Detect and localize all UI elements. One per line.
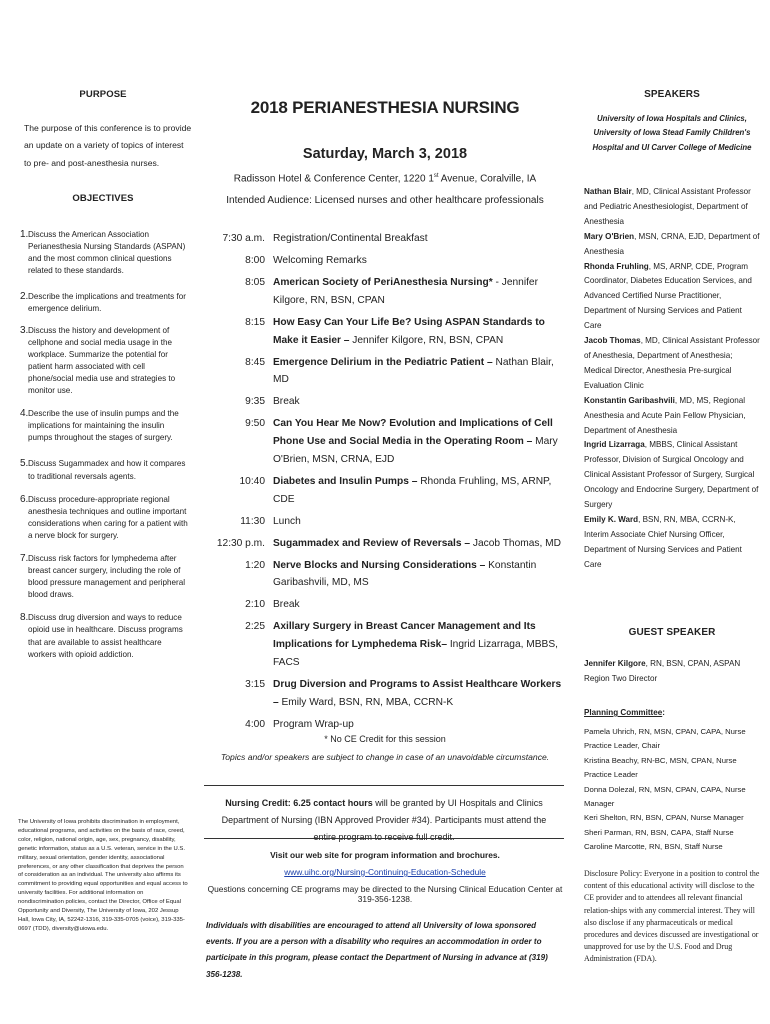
objective-text: Discuss drug diversion and ways to reduce opioid use in healthcare. Discuss programs that are available to assist healthcare workers with opioid addiction. [28, 613, 183, 659]
speaker-name: Emily K. Ward [584, 514, 639, 524]
session-presenter: Konstantin Garibashvili, MD, MS [273, 559, 537, 589]
speaker-details: , MD, Clinical Assistant Professor of Anesthesia, Department of Anesthesia; Medical Director, Anesthesia Pre-surgical Evaluation Clinic [584, 336, 760, 390]
schedule-time: 8:15 [245, 316, 265, 328]
guest-speaker-heading: GUEST SPEAKER [628, 627, 716, 638]
questions-text: Questions concerning CE programs may be directed to the Nursing Clinical Education Center at 319-356-1238. [207, 884, 563, 904]
speaker-details: , MS, ARNP, CDE, Program Coordinator, Diabetes Education Services, and Advanced Certified Nurse Practitioner, Department of Nursing Services and Patient Care [584, 261, 752, 331]
schedule-row [200, 596, 566, 614]
session-presenter: Registration/Continental Breakfast [273, 233, 428, 244]
disability-statement: Individuals with disabilities are encouraged to attend all University of Iowa sponsored events. If you are a person with a disability who requires an accommodation in order to participate in this program, please contact the Department of Nursing in advance at (319) 356-1238. [206, 921, 548, 979]
purpose-text: The purpose of this conference is to provide an update on a variety of topics of interest to pre- and post-anesthesia nurses. [24, 123, 192, 168]
schedule-description [273, 230, 566, 248]
session-title: American Society of PeriAnesthesia Nursing* [273, 276, 493, 288]
session-presenter: - Jennifer Kilgore, RN, BSN, CPAN [273, 276, 538, 306]
institution: University of Iowa Hospitals and Clinics, University of Iowa Stead Family Children's Hospital and UI Carver College of Medicine [592, 114, 752, 152]
schedule-description [273, 415, 566, 468]
objective-number: 3. [20, 324, 29, 336]
objective-number: 4. [20, 408, 29, 420]
speaker-details: , MSN, CRNA, EJD, Department of Anesthesia [584, 231, 760, 256]
speaker-details: , MD, MS, Regional Anesthesia and Acute Pain Fellow Physician, Department of Anesthesia [584, 395, 746, 435]
schedule-row [200, 354, 566, 390]
session-presenter: Break [273, 599, 300, 611]
credit-hours: Nursing Credit: 6.25 contact hours [225, 798, 373, 808]
schedule-description [273, 676, 566, 712]
event-date: Saturday, March 3, 2018 [302, 146, 468, 162]
speaker-entry [584, 394, 760, 439]
objective-item [20, 494, 188, 542]
session-title: Can You Hear Me Now? Evolution and Implications of Cell Phone Use and Social Media in the Operating Room – [273, 418, 553, 448]
no-ce-note: * No CE Credit for this session [324, 734, 446, 744]
change-note: Topics and/or speakers are subject to change in case of an unavoidable circumstance. [220, 752, 550, 762]
schedule-row [200, 716, 566, 734]
speaker-details: , MD, Clinical Assistant Professor and Pediatric Anesthesiologist, Department of Anesthesia [584, 187, 751, 226]
schedule-description [273, 618, 566, 671]
schedule-description [273, 535, 566, 553]
schedule-description [273, 354, 566, 390]
objective-item [20, 553, 188, 601]
objective-number: 8. [20, 612, 29, 624]
schedule-list [200, 230, 566, 738]
session-presenter: Lunch [273, 515, 301, 527]
venue-superscript: st [433, 173, 439, 179]
objective-text: Discuss procedure-appropriate regional anesthesia techniques and outline important considerations when caring for a patient with a nerve block for surgery. [28, 494, 188, 540]
session-title: How Easy Can Your Life Be? Using ASPAN Standards to Make it Easier – [273, 316, 545, 346]
divider [204, 785, 564, 786]
venue-text-end: Avenue, Coralville, IA [438, 173, 537, 185]
objective-item [20, 229, 188, 277]
schedule-description [273, 596, 566, 614]
session-title: Drug Diversion and Programs to Assist Healthcare Workers – [273, 678, 562, 708]
schedule-time: 12:30 p.m. [216, 537, 265, 549]
objective-text: Describe the implications and treatments for emergence delirium. [28, 292, 186, 314]
speaker-name: Konstantin Garibashvili [584, 395, 675, 405]
session-title: Sugammadex and Review of Reversals – [273, 537, 471, 549]
speaker-name: Nathan Blair [584, 187, 632, 196]
speaker-name: Rhonda Fruhling [584, 261, 649, 271]
objective-text: Describe the use of insulin pumps and the implications for maintaining the insulin pumps throughout the stages of surgery. [28, 409, 179, 443]
nondiscrimination-statement: The University of Iowa prohibits discrimination in employment, educational programs, and activities on the basis of race, creed, color, religion, national origin, age, sex, pregnancy, disability, genetic information, status as a U.S. veteran, service in the U.S. military, sexual orientation, gender identity, associational preferences, or any other classification that deprives the person of consideration as an individual. The university also affirms its commitment to providing equal opportunities and equal access to university facilities. For additional information on nondiscrimination policies, contact the Director, Office of Equal Opportunity and Diversity, The University of Iowa, 202 Jessup Hall, Iowa City, IA, 52242-1316, 319-335-0705 (voice), 319-335-0697 (TDD), diversity@uiowa.edu. [18, 819, 188, 932]
schedule-description [273, 274, 566, 310]
schedule-time: 11:30 [240, 515, 265, 527]
session-presenter: Nathan Blair, MD [273, 356, 554, 386]
committee-member: Donna Dolezal, RN, MSN, CPAN, CAPA, Nurse Manager [584, 784, 746, 809]
guest-speaker [584, 656, 760, 686]
schedule-time: 2:25 [245, 621, 265, 633]
planning-committee-heading [584, 707, 760, 720]
website-link[interactable]: www.uihc.org/Nursing-Continuing-Education-Schedule [284, 867, 486, 877]
planning-committee-colon: : [662, 708, 665, 717]
schedule-row [200, 274, 566, 310]
schedule-time: 9:35 [245, 396, 265, 408]
session-presenter: Rhonda Fruhling, MS, ARNP, CDE [273, 475, 552, 505]
objective-text: Discuss Sugammadex and how it compares to traditional reversals agents. [28, 459, 186, 481]
session-title: Diabetes and Insulin Pumps – [273, 475, 418, 487]
committee-member: Keri Shelton, RN, BSN, CPAN, Nurse Manager [584, 813, 744, 823]
committee-member: Kristina Beachy, RN-BC, MSN, CPAN, Nurse Practice Leader [584, 755, 737, 780]
credit-text: will be granted by UI Hospitals and Clinics Department of Nursing (IBN Approved Provider #34). Participants must attend the entire program to receive full credit. [221, 798, 547, 842]
schedule-time: 1:20 [245, 559, 265, 571]
objective-text: Discuss risk factors for lymphedema after breast cancer surgery, including the role of blood pressure management and peripheral blood draws. [28, 553, 186, 600]
guest-speaker-name: Jennifer Kilgore [584, 659, 646, 668]
objective-text: Discuss the American Association Perianesthesia Nursing Standards (ASPAN) and the most common clinical questions related to these standards. [28, 230, 186, 276]
objective-item [20, 612, 188, 660]
speakers-list [584, 185, 760, 573]
speaker-details: , MBBS, Clinical Assistant Professor, Division of Surgical Oncology and Clinical Assistant Professor of Surgery, Surgical Oncology and Endocrine Surgery, Department of Surgery [584, 440, 759, 510]
speaker-entry [584, 438, 760, 513]
schedule-row [200, 618, 566, 671]
session-title: Axillary Surgery in Breast Cancer Management and Its Implications for Lymphedema Risk– [273, 621, 536, 651]
speaker-name: Mary O'Brien [584, 231, 635, 241]
intended-audience: Intended Audience: Licensed nurses and other healthcare professionals [226, 195, 544, 206]
objectives-list [20, 229, 188, 661]
session-presenter: Mary O'Brien, MSN, CRNA, EJD [273, 436, 558, 465]
schedule-time: 7:30 a.m. [222, 233, 265, 244]
schedule-row [200, 676, 566, 712]
session-presenter: Welcoming Remarks [273, 254, 367, 266]
objective-item [20, 291, 188, 315]
session-title: Emergence Delirium in the Pediatric Patient – [273, 356, 493, 368]
objective-item [20, 325, 188, 398]
schedule-time: 8:45 [245, 356, 265, 368]
schedule-description [273, 473, 566, 509]
objective-number: 2. [20, 291, 29, 303]
objective-number: 5. [20, 458, 29, 470]
schedule-row [200, 415, 566, 468]
guest-speaker-details: , RN, BSN, CPAN, ASPAN Region Two Director [584, 659, 741, 683]
schedule-time: 2:10 [245, 599, 265, 611]
schedule-description [273, 716, 566, 734]
schedule-row [200, 513, 566, 531]
schedule-time: 8:05 [245, 276, 265, 288]
speaker-entry [584, 513, 760, 573]
objective-item [20, 458, 188, 482]
session-presenter: Program Wrap-up [273, 718, 354, 730]
objective-number: 7. [20, 552, 29, 564]
objective-number: 6. [20, 493, 29, 505]
event-venue [204, 173, 566, 184]
schedule-time: 4:00 [245, 718, 265, 730]
session-presenter: Break [273, 396, 300, 408]
schedule-time: 10:40 [239, 475, 265, 487]
visit-website-text: Visit our web site for program information and brochures. [270, 850, 500, 860]
session-presenter: Jennifer Kilgore, RN, BSN, CPAN [349, 334, 504, 346]
schedule-time: 8:00 [245, 254, 265, 266]
venue-text: Radisson Hotel & Conference Center, 1220 1 [233, 173, 434, 185]
schedule-time: 3:15 [245, 678, 265, 690]
schedule-row [200, 252, 566, 270]
schedule-row [200, 230, 566, 248]
disclosure-policy: Disclosure Policy: Everyone in a position to control the content of this educational activity will disclose to the CE provider and to attendees all relevant financial relation-ships with any commercial interest. They will also disclose if any pharmaceuticals or medical procedures and devices discussed are investigational or unapproved for use by the U.S. Food and Drug Administration (FDA). [584, 869, 760, 964]
schedule-row [200, 473, 566, 509]
schedule-row [200, 393, 566, 411]
schedule-description [273, 513, 566, 531]
divider [204, 838, 564, 839]
speaker-entry [584, 260, 760, 335]
speaker-details: , BSN, RN, MBA, CCRN-K, Interim Associate Chief Nursing Officer, Department of Nursing Services and Patient Care [584, 514, 742, 569]
committee-member: Caroline Marcotte, RN, BSN, Staff Nurse [584, 842, 723, 852]
speaker-name: Jacob Thomas [584, 336, 641, 346]
schedule-description [273, 557, 566, 593]
session-presenter: Ingrid Lizarraga, MBBS, FACS [273, 639, 558, 668]
committee-list [584, 725, 760, 855]
schedule-row [200, 535, 566, 553]
speaker-entry [584, 230, 760, 260]
speaker-entry [584, 334, 760, 394]
committee-member: Pamela Uhrich, RN, MSN, CPAN, CAPA, Nurse Practice Leader, Chair [584, 727, 746, 751]
schedule-description [273, 314, 566, 350]
speakers-heading: SPEAKERS [644, 89, 700, 100]
objective-number: 1. [20, 229, 29, 240]
purpose-heading: PURPOSE [79, 89, 127, 100]
session-title: Nerve Blocks and Nursing Considerations – [273, 559, 486, 571]
session-presenter: Jacob Thomas, MD [470, 537, 562, 549]
committee-member: Sheri Parman, RN, BSN, CAPA, Staff Nurse [584, 827, 734, 837]
schedule-row [200, 314, 566, 350]
website-link-wrap [204, 867, 566, 877]
page-title: 2018 PERIANESTHESIA NURSING [250, 98, 520, 117]
speaker-name: Ingrid Lizarraga [584, 440, 645, 450]
schedule-time: 9:50 [245, 418, 265, 430]
session-presenter: Emily Ward, BSN, RN, MBA, CCRN-K [278, 696, 454, 708]
objective-item [20, 408, 188, 444]
speaker-entry [584, 185, 760, 230]
objectives-heading: OBJECTIVES [72, 193, 134, 204]
objective-text: Discuss the history and development of cellphone and social media usage in the workplace. Summarize the potential for patient harm associated with cell phone/social media use and strategies to monitor use. [28, 325, 176, 396]
planning-committee-title: Planning Committee [584, 708, 663, 717]
schedule-description [273, 252, 566, 270]
schedule-description [273, 393, 566, 411]
schedule-row [200, 557, 566, 593]
